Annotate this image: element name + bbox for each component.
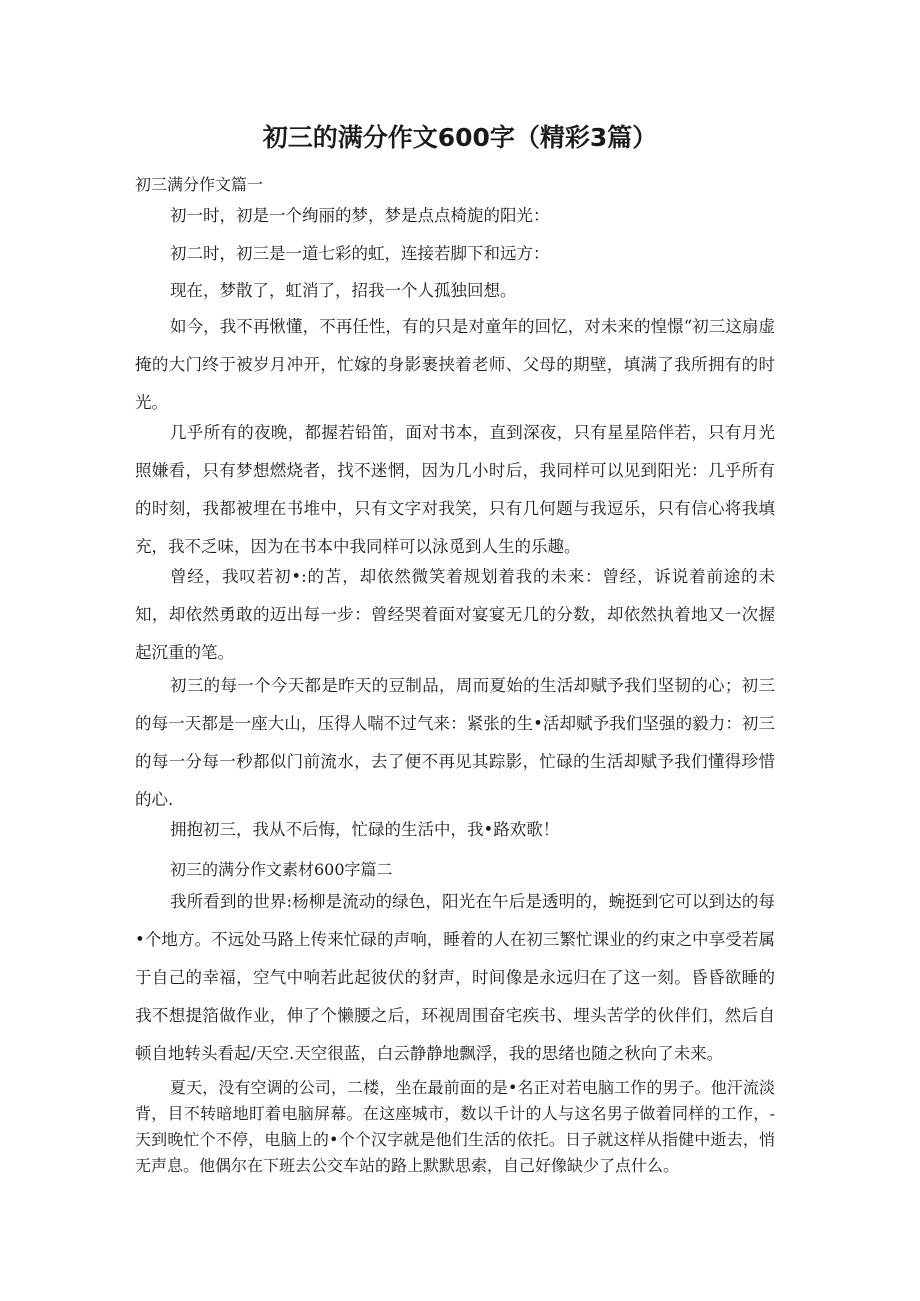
paragraph: 初三的每一个今天都是昨天的豆制品，周而夏始的生活却赋予我们坚韧的心；初三的每一天都是一座大山，压得人喘不过气来：紧张的生•活却赋予我们坚强的毅力：初三的每一分每一秒都似门前流水，去了便不再见其踪影，忙碌的生活却赋予我们懂得珍惜的心. bbox=[135, 676, 775, 809]
paragraph: 几乎所有的夜晚，都握若铅笛，面对书本，直到深夜，只有星星陪伴若，只有月光照嫌看，只有梦想燃烧者，找不迷惘，因为几小时后，我同样可以见到阳光：几乎所有的时刻，我都被埋在书堆中，只有文字对我笑，只有几何题与我逗乐，只有信心将我填充，我不乏味，因为在书本中我同样可以泳觅到人生的乐趣。 bbox=[135, 423, 775, 556]
paragraph: 现在，梦散了，虹消了，招我一个人孤独回想。 bbox=[170, 281, 517, 300]
paragraph: 初一时，初是一个绚丽的梦，梦是点点椅旎的阳光： bbox=[170, 206, 550, 225]
paragraph: 曾经，我叹若初•:的苫，却依然微笑着规划着我的未来：曾经，诉说着前途的未知，却依然勇敢的迈出每一步：曾经哭着面对宴宴无几的分数，却依然执着地又一次握起沉重的笔。 bbox=[135, 567, 775, 662]
paragraph: 拥抱初三，我从不后悔，忙碌的生活中，我•路欢歌！ bbox=[170, 820, 560, 839]
paragraph: 如今，我不再愀懂，不再任性，有的只是对童年的回忆，对未来的惶憬“初三这扇虚掩的大门终于被岁月冲开，忙嫁的身影裹挟着老师、父母的期壁，填满了我所拥有的时光。 bbox=[135, 317, 775, 412]
paragraph: 夏天，没有空调的公司，二楼，坐在最前面的是•名正对若电脑工作的男子。他汗流淡背，目不转暗地盯着电脑屏幕。在这座城市，数以千计的人与这名男子做着同样的工作，-天到晚忙个不停，电脑上的•个个汉字就是他们生活的依托。日子就这样从指健中逝去，悄无声息。他偶尔在下班去公交车站的路上默默思索，自己好像缺少了点什么。 bbox=[135, 1078, 775, 1175]
paragraph: 初二时，初三是一道七彩的虹，连接若脚下和远方： bbox=[170, 244, 550, 263]
section-one-heading: 初三满分作文篇一 bbox=[135, 175, 264, 194]
paragraph: 我所看到的世界:杨柳是流动的绿色，阳光在午后是透明的，蜿挺到它可以到达的每•个地方。不远处马路上传来忙碌的声响，睡着的人在初三繁忙课业的约束之中享受若属于自己的幸福，空气中响若此起彼伏的豺声，时间像是永远归在了这一刻。昏昏欲睡的我不想提箔做作业，伸了个懒腰之后，环视周围奋宅疾书、埋头苦学的伙伴们，然后自顿自地转头看起/天空.天空很蓝，白云静静地飘浮，我的思绪也随之秋向了未来。 bbox=[135, 892, 775, 1063]
section-two-heading: 初三的满分作文素材600字篇二 bbox=[170, 860, 393, 879]
document-title: 初三的满分作文600字（精彩3篇） bbox=[262, 123, 658, 152]
